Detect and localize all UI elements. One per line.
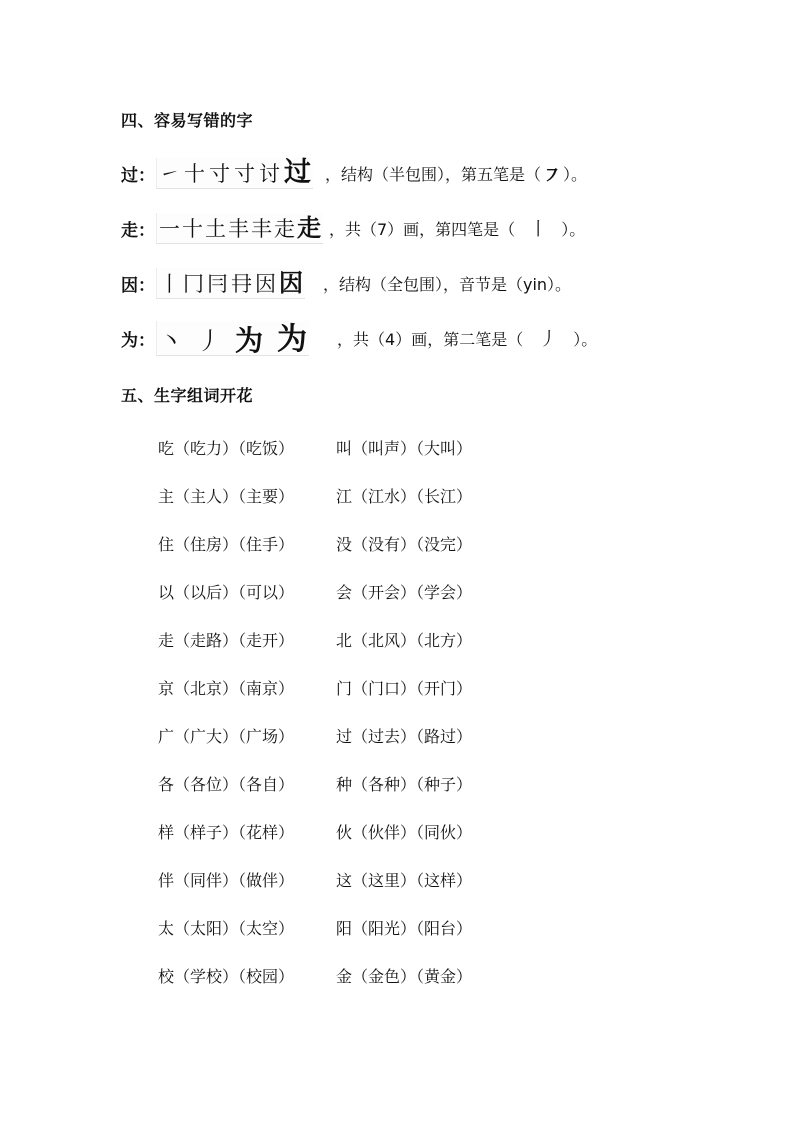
stroke-step: 寸 [209,161,230,186]
stroke-step: 冃 [207,271,228,296]
word-row [158,724,472,747]
word-row [158,628,472,651]
word-group: 江（江水）（长江） [336,487,473,506]
stroke-step: 丨 [159,271,180,296]
row-text-end: ）。 [573,329,598,349]
word-group: 北（北风）（北方） [336,631,473,650]
stroke-step: 走 [297,212,321,242]
word-row [158,916,472,939]
stroke-step: 土 [205,216,226,241]
section-title-mistakes: 四、容易写错的字 [121,111,254,130]
stroke-step: 丿 [197,326,221,355]
char-row-yin [121,265,571,301]
stroke-step: 因 [279,267,303,297]
char-row-zou [121,210,585,246]
word-group: 伴（同伴）（做伴） [158,871,295,890]
char-label: 过： [121,165,155,186]
row-text-end: ）。 [561,219,586,239]
stroke-order-image [156,321,309,356]
word-row [158,532,472,555]
word-row [158,580,472,603]
stroke-step: 丰 [228,216,249,241]
char-label: 走： [121,220,155,241]
stroke-step: 为 [235,323,264,357]
word-group: 过（过去）（路过） [336,727,473,746]
stroke-step: 丶 [159,326,183,355]
word-group: 阳（阳光）（阳台） [336,919,473,938]
stroke-order-image [156,158,313,189]
word-group: 吃（吃力）（吃饭） [158,439,295,458]
word-group: 走（走路）（走开） [158,631,295,650]
word-group: 校（学校）（校园） [158,967,295,986]
stroke-step: 讨 [259,161,280,186]
stroke-step: 丰 [251,216,272,241]
word-group: 门（门口）（开门） [336,679,473,698]
stroke-answer: 丨 [529,219,548,240]
stroke-step: 十 [184,161,205,186]
stroke-step: 十 [182,216,203,241]
stroke-step: 走 [274,216,295,241]
word-row [158,964,472,987]
word-row [158,436,472,459]
stroke-step: 寸 [234,161,255,186]
word-row [158,484,472,507]
word-row [158,820,472,843]
word-group: 这（这里）（这样） [336,871,473,890]
row-text-end: ）。 [563,164,588,184]
word-group: 会（开会）（学会） [336,583,473,602]
stroke-step: 冄 [231,271,252,296]
word-row [158,772,472,795]
word-group: 没（没有）（没完） [336,535,473,554]
word-group: 样（样子）（花样） [158,823,295,842]
word-group: 住（住房）（住手） [158,535,295,554]
word-group: 叫（叫声）（大叫） [336,439,473,458]
stroke-order-image [156,213,323,244]
row-text: ，共（7）画，第四笔是（ [329,219,516,239]
word-group: 京（北京）（南京） [158,679,295,698]
stroke-step: 过 [284,156,311,188]
char-row-wei [121,318,597,358]
word-group: 主（主人）（主要） [158,487,295,506]
row-text: ，结构（全包围），音节是（yin）。 [323,274,572,294]
stroke-step: ㇀ [159,161,180,186]
word-row [158,676,472,699]
char-label: 为： [121,330,155,351]
word-group: 金（金色）（黄金） [336,967,473,986]
row-text: ，结构（半包围），第五笔是（ [325,164,542,184]
char-label: 因： [121,275,155,296]
stroke-answer: ㇇ [542,162,563,187]
stroke-step: 冂 [183,271,204,296]
word-group: 以（以后）（可以） [158,583,295,602]
word-row [158,868,472,891]
stroke-order-image [156,268,305,299]
row-text: ，共（4）画，第二笔是（ [337,329,524,349]
word-group: 伙（伙伴）（同伙） [336,823,473,842]
stroke-answer: 丿 [539,329,558,350]
stroke-step: 一 [159,216,180,241]
word-group: 各（各位）（各自） [158,775,295,794]
section-title-word-building: 五、生字组词开花 [121,386,254,405]
char-row-guo [121,155,587,191]
word-group: 广（广大）（广场） [158,727,295,746]
word-group: 种（各种）（种子） [336,775,473,794]
word-group: 太（太阳）（太空） [158,919,295,938]
stroke-step: 为 [277,321,308,357]
stroke-step: 因 [255,271,276,296]
